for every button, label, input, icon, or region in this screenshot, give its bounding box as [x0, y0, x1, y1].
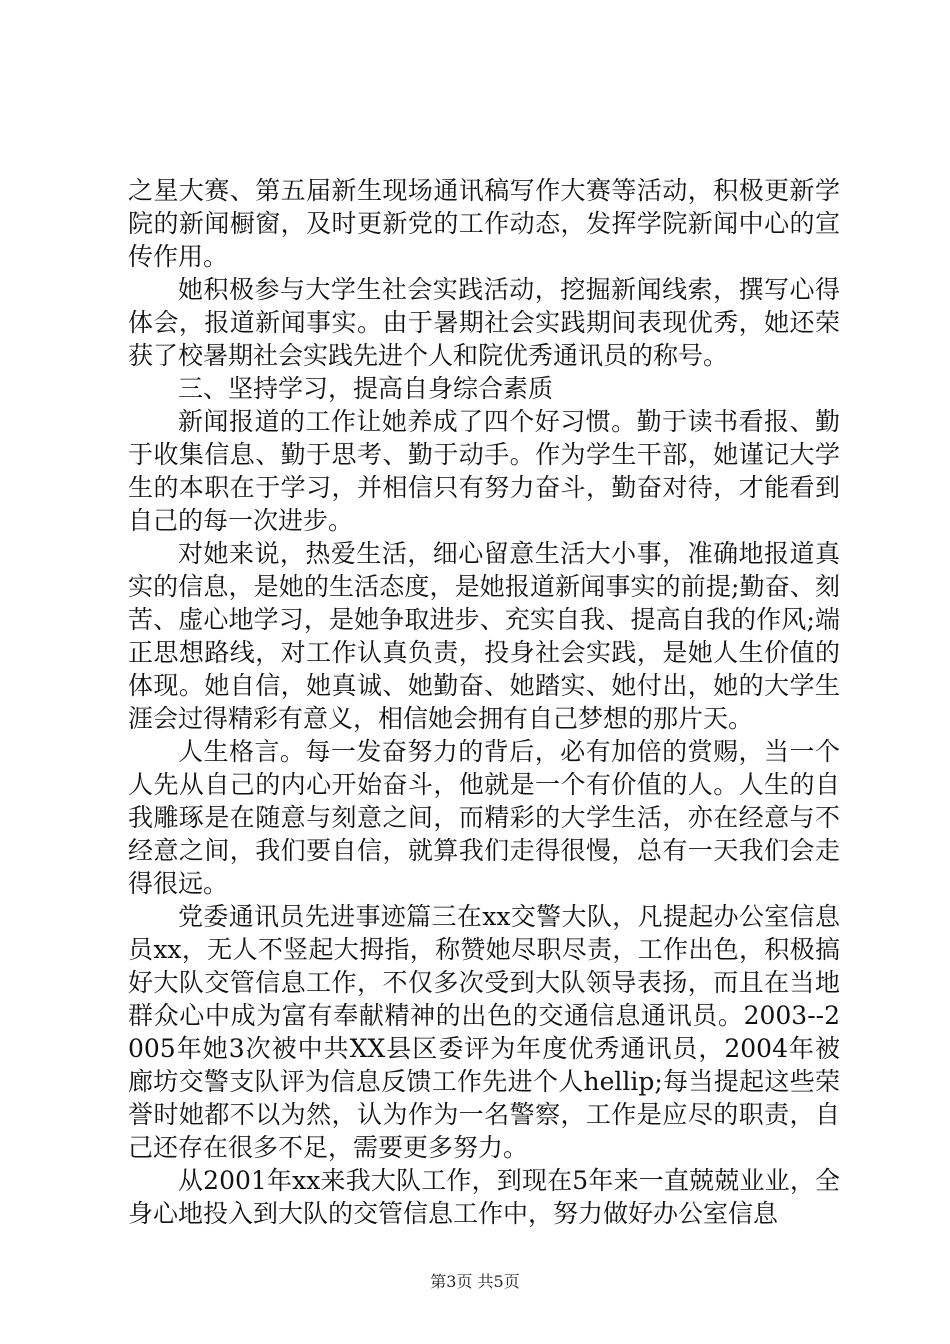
- document-body: [128, 174, 840, 1230]
- page-number-footer: 第3页 共5页: [430, 1272, 520, 1291]
- paragraph: 之星大赛、第五届新生现场通讯稿写作大赛等活动，积极更新学院的新闻橱窗，及时更新党的工作动态，发挥学院新闻中心的宣传作用。: [128, 176, 840, 271]
- paragraph: 人生格言。每一发奋努力的背后，必有加倍的赏赐，当一个人先从自己的内心开始奋斗，他就是一个有价值的人。人生的自我雕琢是在随意与刻意之间，而精彩的大学生活，亦在经意与不经意之间，我们要自信，就算我们走得很慢，总有一天我们会走得很远。: [128, 737, 840, 898]
- paragraph: 新闻报道的工作让她养成了四个好习惯。勤于读书看报、勤于收集信息、勤于思考、勤于动手。作为学生干部，她谨记大学生的本职在于学习，并相信只有努力奋斗，勤奋对待，才能看到自己的每一次进步。: [128, 407, 840, 535]
- section-heading: 三、坚持学习，提高自身综合素质: [178, 374, 554, 403]
- paragraph: 从2001年xx来我大队工作，到现在5年来一直兢兢业业，全身心地投入到大队的交管信息工作中，努力做好办公室信息: [128, 1166, 840, 1228]
- paragraph: 对她来说，热爱生活，细心留意生活大小事，准确地报道真实的信息，是她的生活态度，是她报道新闻事实的前提;勤奋、刻苦、虚心地学习，是她争取进步、充实自我、提高自我的作风;端正思想路线，对工作认真负责，投身社会实践，是她人生价值的体现。她自信，她真诚、她勤奋、她踏实、她付出，她的大学生涯会过得精彩有意义，相信她会拥有自己梦想的那片天。: [128, 539, 840, 733]
- paragraph: 她积极参与大学生社会实践活动，挖掘新闻线索，撰写心得体会，报道新闻事实。由于暑期社会实践期间表现优秀，她还荣获了校暑期社会实践先进个人和院优秀通讯员的称号。: [128, 275, 840, 370]
- paragraph: 党委通讯员先进事迹篇三在xx交警大队，凡提起办公室信息员xx，无人不竖起大拇指，称赞她尽职尽责，工作出色，积极搞好大队交管信息工作，不仅多次受到大队领导表扬，而且在当地群众心中成为富有奉献精神的出色的交通信息通讯员。2003--2005年她3次被中共XX县区委评为年度优秀通讯员，2004年被廊坊交警支队评为信息反馈工作先进个人hellip;每当提起这些荣誉时她都不以为然，认为作为一名警察，工作是应尽的职责，自己还存在很多不足，需要更多努力。: [128, 902, 840, 1162]
